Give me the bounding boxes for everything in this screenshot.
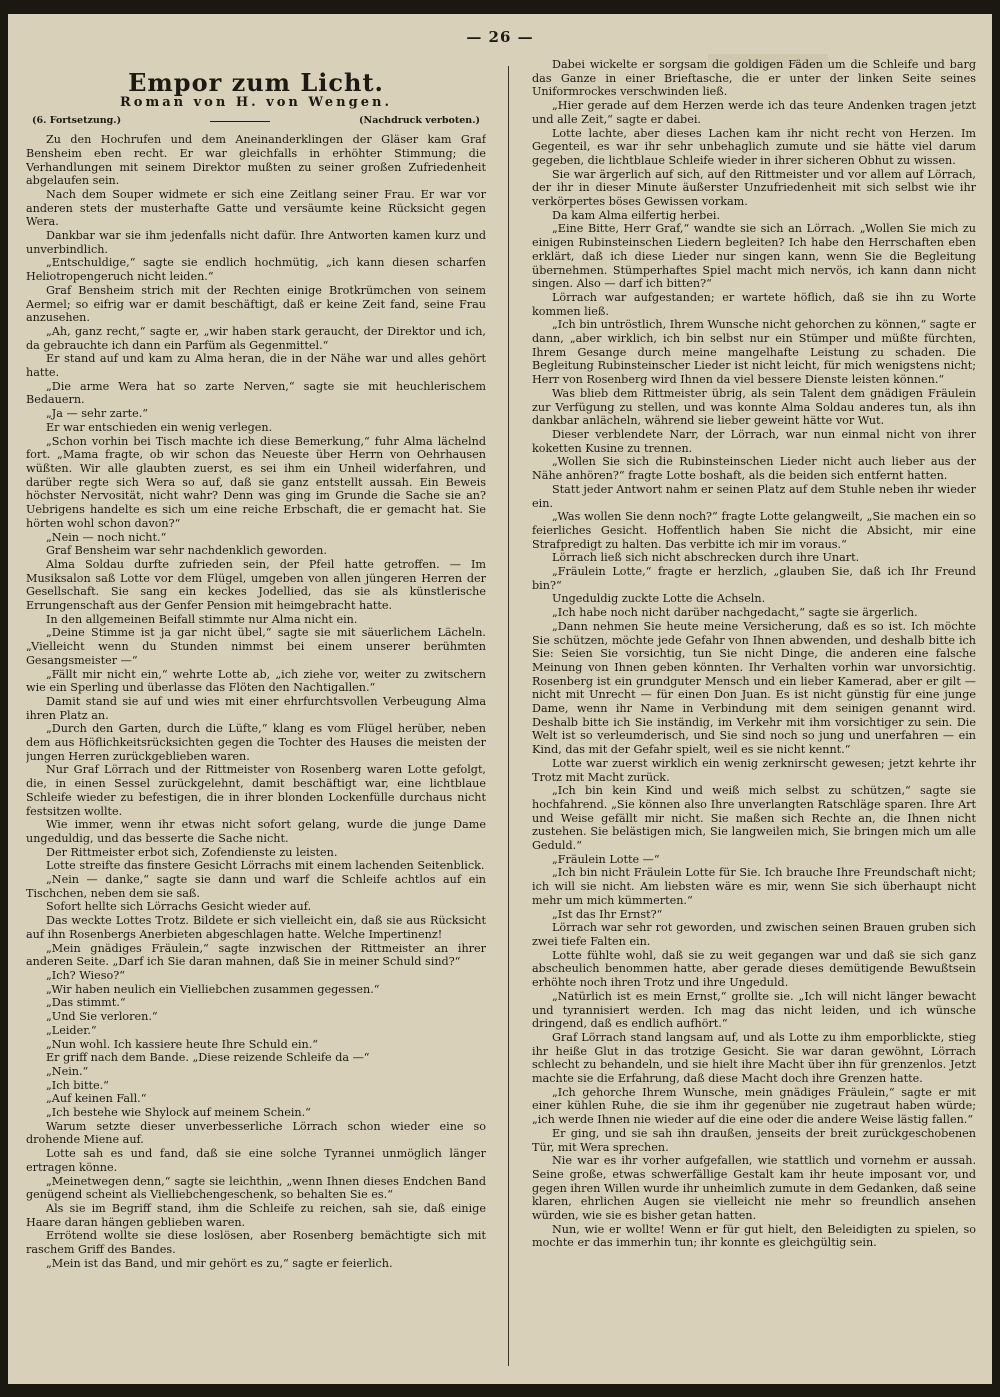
paragraph: „Ah, ganz recht,“ sagte er, „wir haben stark geraucht, der Direktor und ich, da gebrauchte ich dann ein Parfüm als Gegenmittel.“ bbox=[26, 324, 486, 352]
paragraph: „Durch den Garten, durch die Lüfte,“ klang es vom Flügel herüber, neben dem aus Höflichkeitsrücksichten gegen die Tochter des Hauses die meisten der jungen Herren zurückgeblieben waren. bbox=[26, 722, 486, 763]
paragraph: Nun, wie er wollte! Wenn er für gut hielt, den Beleidigten zu spielen, so mochte er das immerhin tun; ihr konnte es gleichgültig sein. bbox=[532, 1222, 976, 1250]
paragraph: „Nein — danke,“ sagte sie dann und warf die Schleife achtlos auf ein Tischchen, neben dem sie saß. bbox=[26, 873, 486, 900]
paragraph: „Die arme Wera hat so zarte Nerven,“ sagte sie mit heuchlerischem Bedauern. bbox=[26, 379, 486, 407]
paragraph: Lörrach ließ sich nicht abschrecken durch ihre Unart. bbox=[552, 551, 860, 565]
paragraph: „Leider.“ bbox=[46, 1023, 97, 1037]
paragraph: Er ging, und sie sah ihn draußen, jenseits der breit zurückgeschobenen Tür, mit Wera sprechen. bbox=[532, 1126, 976, 1154]
paragraph: Was blieb dem Rittmeister übrig, als sein Talent dem gnädigen Fräulein zur Verfügung zu stellen, und was konnte Alma Soldau anderes tun, als ihn dankbar anlächeln, während sie lieber geweint hätte vor Wut. bbox=[532, 386, 976, 428]
paragraph: „Entschuldige,“ sagte sie endlich hochmütig, „ich kann diesen scharfen Heliotropengeruch nicht leiden.“ bbox=[26, 256, 486, 284]
paragraph: „Ja — sehr zarte.“ bbox=[46, 407, 149, 421]
paragraph: „Ich bin nicht Fräulein Lotte für Sie. Ich brauche Ihre Freundschaft nicht; ich will sie nicht. Am liebsten wäre es mir, wenn Sie sich überhaupt nicht mehr um mich kümmerten.“ bbox=[532, 866, 976, 907]
paragraph: Lotte war zuerst wirklich ein wenig zerknirscht gewesen; jetzt kehrte ihr Trotz mit Macht zurück. bbox=[532, 756, 976, 784]
paragraph: Lotte streifte das finstere Gesicht Lörrachs mit einem lachenden Seitenblick. bbox=[46, 859, 485, 873]
paragraph: Er war entschieden ein wenig verlegen. bbox=[46, 420, 273, 434]
paragraph: „Hier gerade auf dem Herzen werde ich das teure Andenken tragen jetzt und alle Zeit,“ sagte er dabei. bbox=[532, 99, 976, 126]
paragraph: „Wir haben neulich ein Vielliebchen zusammen gegessen.“ bbox=[46, 982, 380, 996]
paragraph: Lörrach war aufgestanden; er wartete höflich, daß sie ihn zu Worte kommen ließ. bbox=[532, 290, 976, 318]
paragraph: „Fällt mir nicht ein,“ wehrte Lotte ab, „ich ziehe vor, weiter zu zwitschern wie ein Sperling und überlasse das Flöten den Nachtigallen.“ bbox=[26, 667, 486, 695]
paragraph: „Fräulein Lotte —“ bbox=[552, 852, 660, 866]
right-column-body bbox=[532, 58, 976, 1250]
article-meta bbox=[26, 114, 486, 128]
article-title: Empor zum Licht. bbox=[128, 68, 384, 97]
paragraph: „Nun wohl. Ich kassiere heute Ihre Schuld ein.“ bbox=[46, 1037, 319, 1051]
paragraph: Statt jeder Antwort nahm er seinen Platz auf dem Stuhle neben ihr wieder ein. bbox=[532, 482, 976, 510]
paragraph: „Eine Bitte, Herr Graf,“ wandte sie sich an Lörrach. „Wollen Sie mich zu einigen Rubinsteinschen Liedern begleiten? Ich habe den Herrschaften eben erklärt, daß ich diese Lieder nur singen kann, wenn Sie die Begleitung übernehmen. Stümperhaftes Spiel macht mich nervös, ich kann dann nicht singen. Also — darf ich bitten?“ bbox=[532, 222, 976, 291]
paragraph: „Ist das Ihr Ernst?“ bbox=[552, 907, 663, 921]
paragraph: „Ich? Wieso?“ bbox=[46, 969, 125, 982]
paragraph: Errötend wollte sie diese loslösen, aber Rosenberg bemächtigte sich mit raschem Griff des Bandes. bbox=[26, 1229, 486, 1257]
paragraph: Zu den Hochrufen und dem Aneinanderklingen der Gläser kam Graf Bensheim eben recht. Er war gleichfalls in erhöhter Stimmung; die Verhandlungen mit seinem Direktor mußten zu seiner großen Zufriedenheit abgelaufen sein. bbox=[26, 133, 486, 188]
article-author: Roman von H. von Wengen. bbox=[120, 94, 392, 110]
paragraph: „Nein.“ bbox=[46, 1064, 89, 1078]
continuation-note: (6. Fortsetzung.) bbox=[32, 115, 122, 127]
paragraph: „Ich bitte.“ bbox=[46, 1078, 109, 1092]
paragraph: Alma Soldau durfte zufrieden sein, der Pfeil hatte getroffen. — Im Musiksalon saß Lotte vor dem Flügel, umgeben von allen jüngeren Herren der Gesellschaft. Sie sang ein keckes Jodellied, das sie als künstlerische Errungenschaft aus der Genfer Pension mit heimgebracht hatte. bbox=[26, 557, 486, 613]
paragraph: Nur Graf Lörrach und der Rittmeister von Rosenberg waren Lotte gefolgt, die, in einen Sessel zurückgelehnt, damit beschäftigt war, eine lichtblaue Schleife wieder zu befestigen, die in ihrer blonden Lockenfülle durchaus nicht festsitzen wollte. bbox=[26, 763, 486, 818]
paragraph: Der Rittmeister erbot sich, Zofendienste zu leisten. bbox=[46, 845, 338, 859]
paragraph: Wie immer, wenn ihr etwas nicht sofort gelang, wurde die junge Dame ungeduldig, und das besserte die Sache nicht. bbox=[26, 818, 486, 845]
paragraph: Graf Bensheim strich mit der Rechten einige Brotkrümchen von seinem Aermel; so eifrig war er damit beschäftigt, daß er keine Zeit fand, seine Frau anzusehen. bbox=[26, 283, 486, 325]
paragraph: Ungeduldig zuckte Lotte die Achseln. bbox=[552, 592, 766, 606]
paragraph: „Was wollen Sie denn noch?“ fragte Lotte gelangweilt, „Sie machen ein so feierliches Gesicht. Hoffentlich haben Sie nicht die Absicht, mir eine Strafpredigt zu halten. Das verbitte ich mir im voraus.“ bbox=[532, 510, 976, 551]
paragraph: Sie war ärgerlich auf sich, auf den Rittmeister und vor allem auf Lörrach, der ihr in dieser Minute äußerster Unzufriedenheit mit sich selbst wie ihr verkörpertes böses Gewissen vorkam. bbox=[532, 167, 976, 209]
paragraph: „Dann nehmen Sie heute meine Versicherung, daß es so ist. Ich möchte Sie schützen, möchte jede Gefahr von Ihnen abwenden, und deshalb bitte ich Sie: Seien Sie vorsichtig, tun Sie nicht Dinge, die anderen eine falsche Meinung von Ihnen geben könnten. Ihr Verhalten vorhin war unvorsichtig. Rosenberg ist ein grundguter Mensch und ein lieber Kamerad, aber er gilt — nicht mit Unrecht — für einen Don Juan. Es ist nicht günstig für eine junge Dame, wenn ihr Name in Verbindung mit dem seinigen genannt wird. Deshalb bitte ich Sie inständig, im Verkehr mit ihm vorsichtiger zu sein. Die Welt ist so verleumderisch, und Sie sind noch so jung und unerfahren — ein Kind, das mit der Gefahr spielt, weil es sie nicht kennt.“ bbox=[532, 619, 976, 757]
paragraph: „Meinetwegen denn,“ sagte sie leichthin, „wenn Ihnen dieses Endchen Band genügend scheint als Vielliebchengeschenk, so behalten Sie es.“ bbox=[26, 1174, 486, 1202]
paragraph: „Das stimmt.“ bbox=[46, 996, 126, 1010]
paragraph: „Ich bin kein Kind und weiß mich selbst zu schützen,“ sagte sie hochfahrend. „Sie können also Ihre unverlangten Ratschläge sparen. Ihre Art und Weise gefällt mir nicht. Sie maßen sich Rechte an, die Ihnen nicht zustehen. Sie belästigen mich, Sie langweilen mich, Sie bringen mich um alle Geduld.“ bbox=[532, 784, 976, 853]
left-column bbox=[26, 58, 486, 1368]
paragraph: „Und Sie verloren.“ bbox=[46, 1010, 158, 1024]
paragraph: „Nein — noch nicht.“ bbox=[46, 530, 167, 544]
paragraph: „Natürlich ist es mein Ernst,“ grollte sie. „Ich will nicht länger bewacht und tyrannisiert werden. Ich mag das nicht leiden, und ich wünsche dringend, daß es endlich aufhört.“ bbox=[532, 989, 976, 1031]
paragraph: Graf Lörrach stand langsam auf, und als Lotte zu ihm emporblickte, stieg ihr heiße Glut in das trotzige Gesicht. Sie war daran gewöhnt, Lörrach schlecht zu behandeln, und sie hielt ihre Macht über ihn für grenzenlos. Jetzt machte sie die Erfahrung, daß diese Macht doch ihre Grenzen hatte. bbox=[532, 1030, 976, 1086]
paragraph: „Wollen Sie sich die Rubinsteinschen Lieder nicht auch lieber aus der Nähe anhören?“ fragte Lotte boshaft, als die beiden sich entfernt hatten. bbox=[532, 455, 976, 483]
paragraph: „Mein gnädiges Fräulein,“ sagte inzwischen der Rittmeister an ihrer anderen Seite. „Darf ich Sie daran mahnen, daß Sie in meiner Schuld sind?“ bbox=[26, 941, 486, 969]
paragraph: „Ich gehorche Ihrem Wunsche, mein gnädiges Fräulein,“ sagte er mit einer kühlen Ruhe, die sie ihm ihr gegenüber nie zugetraut haben würde; „ich werde Ihnen nie wieder auf die eine oder die andere Weise lästig fallen.“ bbox=[532, 1085, 976, 1127]
paragraph: In den allgemeinen Beifall stimmte nur Alma nicht ein. bbox=[46, 612, 358, 626]
right-column bbox=[532, 58, 976, 1368]
left-column-body bbox=[26, 133, 486, 1270]
paragraph: Nie war es ihr vorher aufgefallen, wie stattlich und vornehm er aussah. Seine große, etwas schwerfällige Gestalt kam ihr heute imposant vor, und gegen ihren Willen wurde ihr unheimlich zumute in dem Gedanken, daß seine klaren, ehrlichen Augen sie vielleicht nie mehr so freundlich ansehen würden, wie sie es bisher getan hatten. bbox=[532, 1154, 976, 1223]
newspaper-page bbox=[8, 14, 992, 1384]
paragraph: „Ich bestehe wie Shylock auf meinem Schein.“ bbox=[46, 1106, 311, 1120]
paragraph: Lörrach war sehr rot geworden, und zwischen seinen Brauen gruben sich zwei tiefe Falten ein. bbox=[532, 921, 976, 948]
paragraph: Als sie im Begriff stand, ihm die Schleife zu reichen, sah sie, daß einige Haare daran hängen geblieben waren. bbox=[26, 1201, 486, 1229]
paragraph: „Ich habe noch nicht darüber nachgedacht,“ sagte sie ärgerlich. bbox=[552, 606, 918, 620]
paragraph: Das weckte Lottes Trotz. Bildete er sich vielleicht ein, daß sie aus Rücksicht auf ihn Rosenbergs Anerbieten abgeschlagen hatte. Welche Impertinenz! bbox=[26, 914, 486, 941]
paragraph: Lotte fühlte wohl, daß sie zu weit gegangen war und daß sie sich ganz abscheulich benommen hatte, aber gerade dieses demütigende Bewußtsein erhöhte noch ihren Trotz und ihre Ungeduld. bbox=[532, 948, 976, 990]
meta-divider bbox=[210, 121, 270, 122]
paragraph: „Auf keinen Fall.“ bbox=[46, 1092, 147, 1106]
paragraph: Graf Bensheim war sehr nachdenklich geworden. bbox=[46, 544, 327, 558]
paragraph: Dieser verblendete Narr, der Lörrach, war nun einmal nicht von ihrer koketten Kusine zu trennen. bbox=[532, 427, 976, 455]
paragraph: „Ich bin untröstlich, Ihrem Wunsche nicht gehorchen zu können,“ sagte er dann, „aber wirklich, ich bin selbst nur ein Stümper und müßte fürchten, Ihrem Gesange durch meine mangelhafte Leistung zu schaden. Die Begleitung Rubinsteinscher Lieder ist nicht leicht, für mich wenigstens nicht; Herr von Rosenberg wird Ihnen da viel bessere Dienste leisten können.“ bbox=[532, 318, 976, 387]
paragraph: Dabei wickelte er sorgsam die goldigen Fäden um die Schleife und barg das Ganze in einer Brieftasche, die er unter der linken Seite seines Uniformrockes verschwinden ließ. bbox=[532, 58, 976, 99]
paragraph: Lotte sah es und fand, daß sie eine solche Tyrannei unmöglich länger ertragen könne. bbox=[26, 1147, 486, 1174]
paragraph: Er stand auf und kam zu Alma heran, die in der Nähe war und alles gehört hatte. bbox=[26, 352, 486, 380]
column-divider bbox=[508, 66, 509, 1366]
paragraph: Sofort hellte sich Lörrachs Gesicht wieder auf. bbox=[46, 900, 312, 914]
paragraph: Damit stand sie auf und wies mit einer ehrfurchtsvollen Verbeugung Alma ihren Platz an. bbox=[26, 694, 486, 722]
paragraph: „Mein ist das Band, und mir gehört es zu,“ sagte er feierlich. bbox=[46, 1256, 393, 1270]
paragraph: „Deine Stimme ist ja gar nicht übel,“ sagte sie mit säuerlichem Lächeln. „Vielleicht wenn du Stunden nimmst bei einem unserer berühmten Gesangsmeister —“ bbox=[26, 626, 486, 667]
paragraph: Lotte lachte, aber dieses Lachen kam ihr nicht recht von Herzen. Im Gegenteil, es war ihr sehr unbehaglich zumute und sie hätte viel darum gegeben, die lichtblaue Schleife wieder in ihrer sicheren Obhut zu wissen. bbox=[532, 126, 976, 167]
paragraph: Da kam Alma eilfertig herbei. bbox=[552, 208, 721, 222]
paragraph: Nach dem Souper widmete er sich eine Zeitlang seiner Frau. Er war vor anderen stets der musterhafte Gatte und versäumte keine Rücksicht gegen Wera. bbox=[26, 187, 486, 229]
paragraph: „Fräulein Lotte,“ fragte er herzlich, „glauben Sie, daß ich Ihr Freund bin?“ bbox=[532, 565, 976, 592]
paragraph: „Schon vorhin bei Tisch machte ich diese Bemerkung,“ fuhr Alma lächelnd fort. „Mama fragte, ob wir schon das Neueste über Herrn von Oehrhausen wüßten. Wir alle glaubten zuerst, es sei ihm ein Unheil widerfahren, und darüber regte sich Wera so auf, daß sie ganz entstellt aussah. Ein Beweis höchster Nervosität, nicht wahr? Denn was ging im Grunde die Sache sie an? Uebrigens handelte es sich um eine reiche Erbschaft, die er gemacht hat. Sie hörten wohl schon davon?“ bbox=[26, 434, 486, 530]
paragraph: Warum setzte dieser unverbesserliche Lörrach schon wieder eine so drohende Miene auf. bbox=[26, 1119, 486, 1147]
paragraph: Er griff nach dem Bande. „Diese reizende Schleife da —“ bbox=[46, 1051, 370, 1065]
copyright-note: (Nachdruck verboten.) bbox=[359, 115, 480, 127]
page-number: — 26 — bbox=[466, 28, 534, 46]
paragraph: Dankbar war sie ihm jedenfalls nicht dafür. Ihre Antworten kamen kurz und unverbindlich. bbox=[26, 229, 486, 256]
